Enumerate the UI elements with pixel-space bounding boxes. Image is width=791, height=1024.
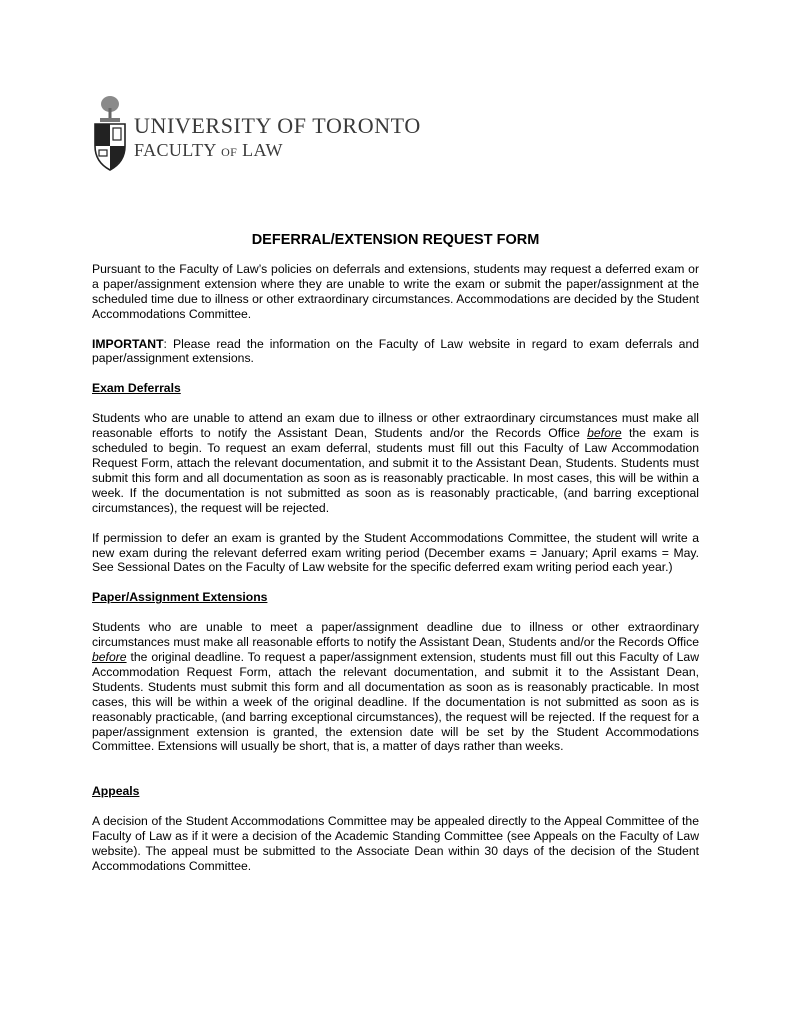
exam-deferrals-heading: Exam Deferrals — [92, 381, 181, 396]
university-wordmark — [134, 114, 421, 162]
university-crest-icon — [92, 94, 128, 174]
exam-deferrals-paragraph-1: Students who are unable to attend an exam due to illness or other extraordinary circumstances must make all reasonable efforts to notify the Assistant Dean, Students and/or the Records Office before the exam is scheduled to begin. To request an exam deferral, students must fill out this Faculty of Law Accommodation Request Form, attach the relevant documentation, and submit it to the Assistant Dean, Students. Students must submit this form and all documentation as soon as is reasonably practicable. In most cases, this will be within a week. If the documentation is not submitted as soon as is reasonably practicable, (and barring exceptional circumstances), the request will be rejected. — [92, 411, 699, 515]
important-label: IMPORTANT — [92, 336, 164, 351]
page-title: DEFERRAL/EXTENSION REQUEST FORM — [251, 232, 540, 248]
university-header — [92, 94, 512, 176]
important-paragraph: IMPORTANT: Please read the information on the Faculty of Law website in regard to exam deferrals and paper/assignment extensions. — [92, 336, 699, 366]
document-body — [92, 233, 699, 874]
intro-paragraph: Pursuant to the Faculty of Law’s policies on deferrals and extensions, students may request a deferred exam or a paper/assignment extension where they are unable to write the exam or submit the paper/assignment at the scheduled time due to illness or other extraordinary circumstances. Accommodations are decided by the Student Accommodations Committee. — [92, 261, 699, 321]
appeals-paragraph: A decision of the Student Accommodations Committee may be appealed directly to the Appeal Committee of the Faculty of Law as if it were a decision of the Academic Standing Committee (see Appeals on the Faculty of Law website). The appeal must be submitted to the Associate Dean within 30 days of the decision of the Student Accommodations Committee. — [92, 814, 699, 873]
exam-deferrals-paragraph-2: If permission to defer an exam is granted by the Student Accommodations Committee, the student will write a new exam during the relevant deferred exam writing period (December exams = January; April exams = May. See Sessional Dates on the Faculty of Law website for the specific deferred exam writing period each year.) — [92, 530, 699, 575]
paper-extensions-paragraph: Students who are unable to meet a paper/assignment deadline due to illness or other extraordinary circumstances must make all reasonable efforts to notify the Assistant Dean, Students and/or the Records Office before the original deadline. To request a paper/assignment extension, students must fill out this Faculty of Law Accommodation Request Form, attach the relevant documentation, and submit it to the Assistant Dean, Students. Students must submit this form and all documentation as soon as is reasonably practicable. In most cases, this will be within a week of the original deadline. If the documentation is not submitted as soon as is reasonably practicable, (and barring exceptional circumstances), the request will be rejected. If the request for a paper/assignment extension is granted, the extension date will be set by the Student Accommodations Committee. Extensions will usually be short, that is, a matter of days rather than weeks. — [92, 620, 699, 754]
logo-faculty-name: FACULTY OF LAW — [134, 140, 283, 160]
appeals-heading: Appeals — [92, 784, 140, 799]
logo-university-name: UNIVERSITY OF TORONTO — [134, 113, 421, 138]
paper-extensions-heading: Paper/Assignment Extensions — [92, 590, 268, 605]
